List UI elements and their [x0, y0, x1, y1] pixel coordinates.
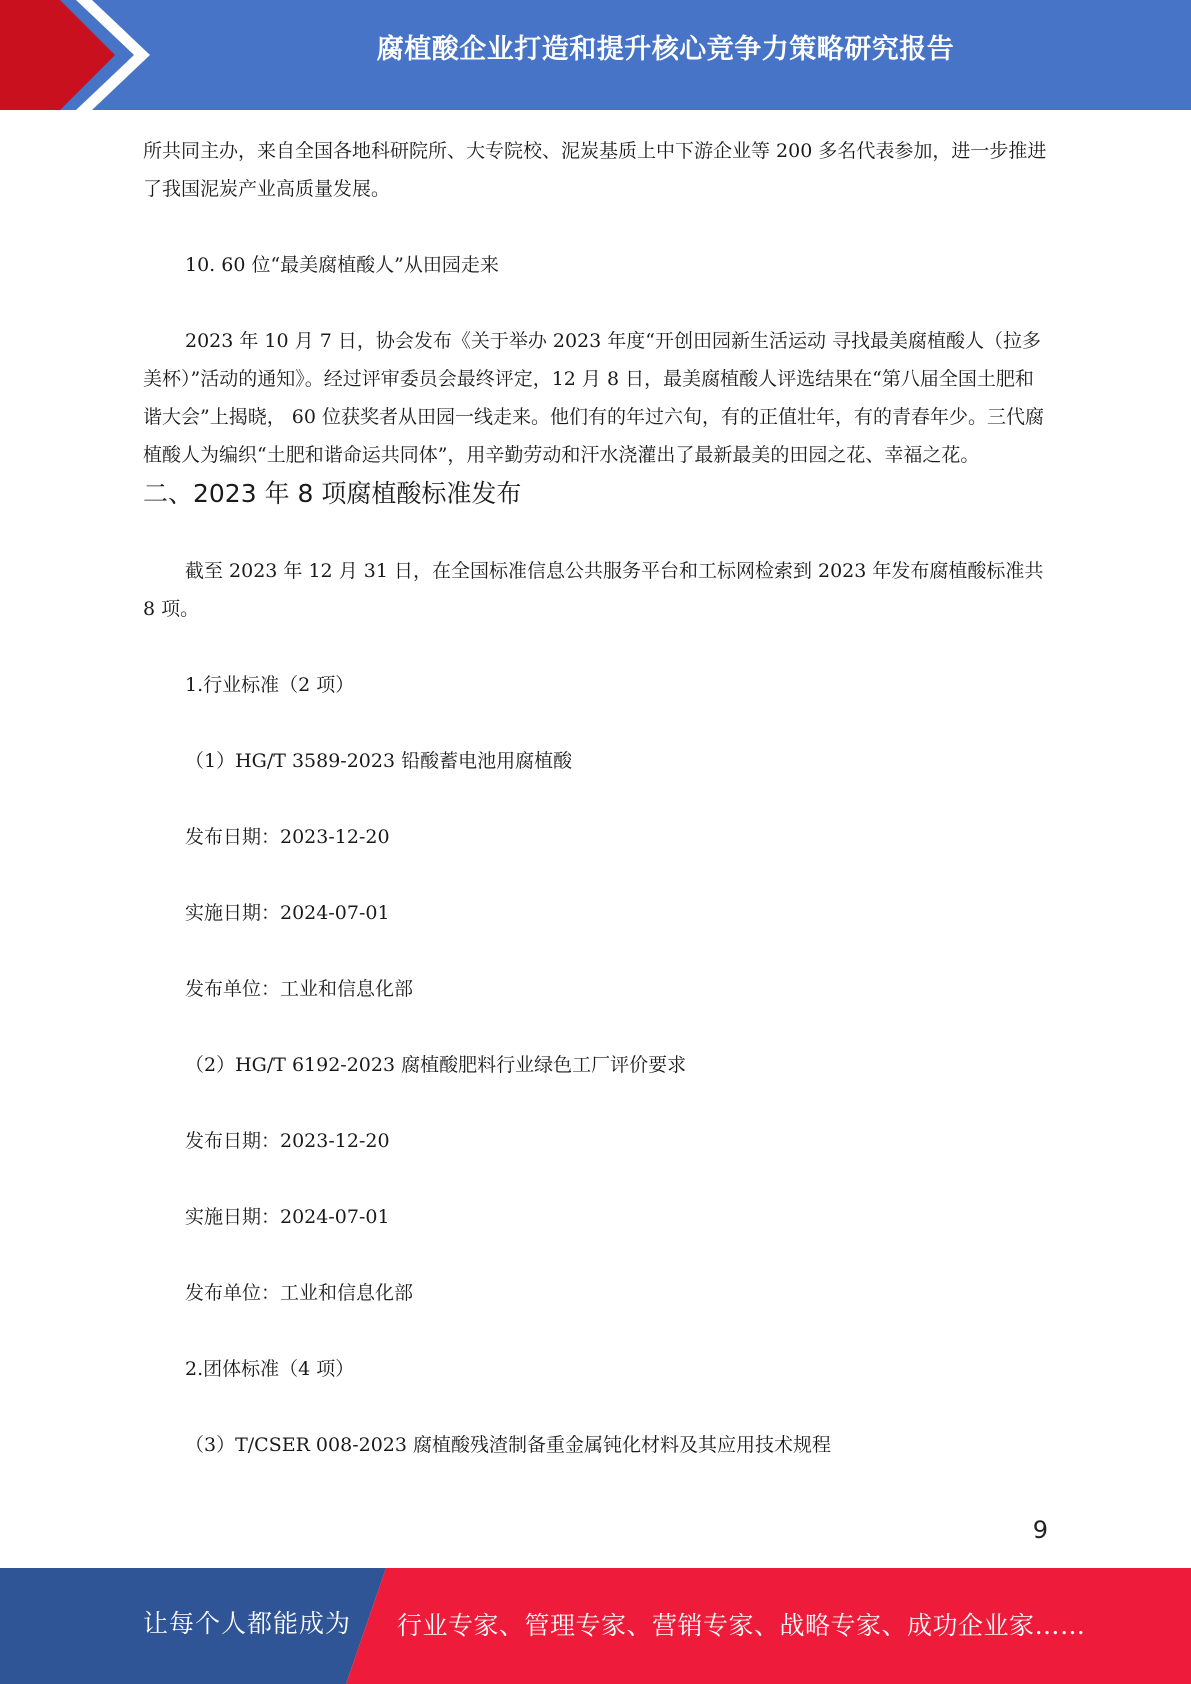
- group-association-standards-title: 2.团体标准（4 项）: [185, 1358, 355, 1380]
- standard-1-issuer: 发布单位：工业和信息化部: [185, 978, 414, 1000]
- standard-2-issuer: 发布单位：工业和信息化部: [185, 1282, 414, 1304]
- standard-1-effective-date: 实施日期：2024-07-01: [185, 902, 390, 924]
- item-10-title: 10. 60 位“最美腐植酸人”从田园走来: [185, 254, 499, 276]
- page-number: 9: [1032, 1516, 1048, 1544]
- section-intro-paragraph: 截至 2023 年 12 月 31 日，在全国标准信息公共服务平台和工标网检索到 2023 年发布腐植酸标准共 8 项。: [143, 560, 1044, 620]
- page-header: [0, 0, 1191, 110]
- item-10-paragraph: 2023 年 10 月 7 日，协会发布《关于举办 2023 年度“开创田园新生活运动 寻找最美腐植酸人（拉多美杯）”活动的通知》。经过评审委员会最终评定，12 月 8 日，最美腐植酸人评选结果在“第八届全国土肥和谐大会”上揭晓， 60 位获奖者从田园一线走来。他们有的年过六旬，有的正值壮年，有的青春年少。三代腐植酸人为编织“土肥和谐命运共同体”，用辛勤劳动和汗水浇灌出了最新最美的田园之花、幸福之花。: [143, 330, 1044, 466]
- group-industry-standards-title: 1.行业标准（2 项）: [185, 674, 355, 696]
- page-content: [143, 132, 1048, 1464]
- section-heading: 二、2023 年 8 项腐植酸标准发布: [143, 479, 522, 508]
- standard-2-release-date: 发布日期：2023-12-20: [185, 1130, 390, 1152]
- footer-slogan-left: 让每个人都能成为: [143, 1609, 352, 1638]
- header-chevron-decoration: [0, 0, 160, 110]
- standard-3-title: （3）T/CSER 008-2023 腐植酸残渣制备重金属钝化材料及其应用技术规程: [185, 1434, 832, 1456]
- page-footer: [0, 1568, 1191, 1684]
- standard-1-title: （1）HG/T 3589-2023 铅酸蓄电池用腐植酸: [185, 750, 573, 772]
- standard-2-effective-date: 实施日期：2024-07-01: [185, 1206, 390, 1228]
- standard-2-title: （2）HG/T 6192-2023 腐植酸肥料行业绿色工厂评价要求: [185, 1054, 687, 1076]
- header-title: 腐植酸企业打造和提升核心竞争力策略研究报告: [376, 34, 955, 65]
- footer-slogan-right: 行业专家、管理专家、营销专家、战略专家、成功企业家……: [397, 1611, 1086, 1640]
- standard-1-release-date: 发布日期：2023-12-20: [185, 826, 390, 848]
- paragraph-continuation: 所共同主办，来自全国各地科研院所、大专院校、泥炭基质上中下游企业等 200 多名代表参加，进一步推进了我国泥炭产业高质量发展。: [143, 140, 1047, 200]
